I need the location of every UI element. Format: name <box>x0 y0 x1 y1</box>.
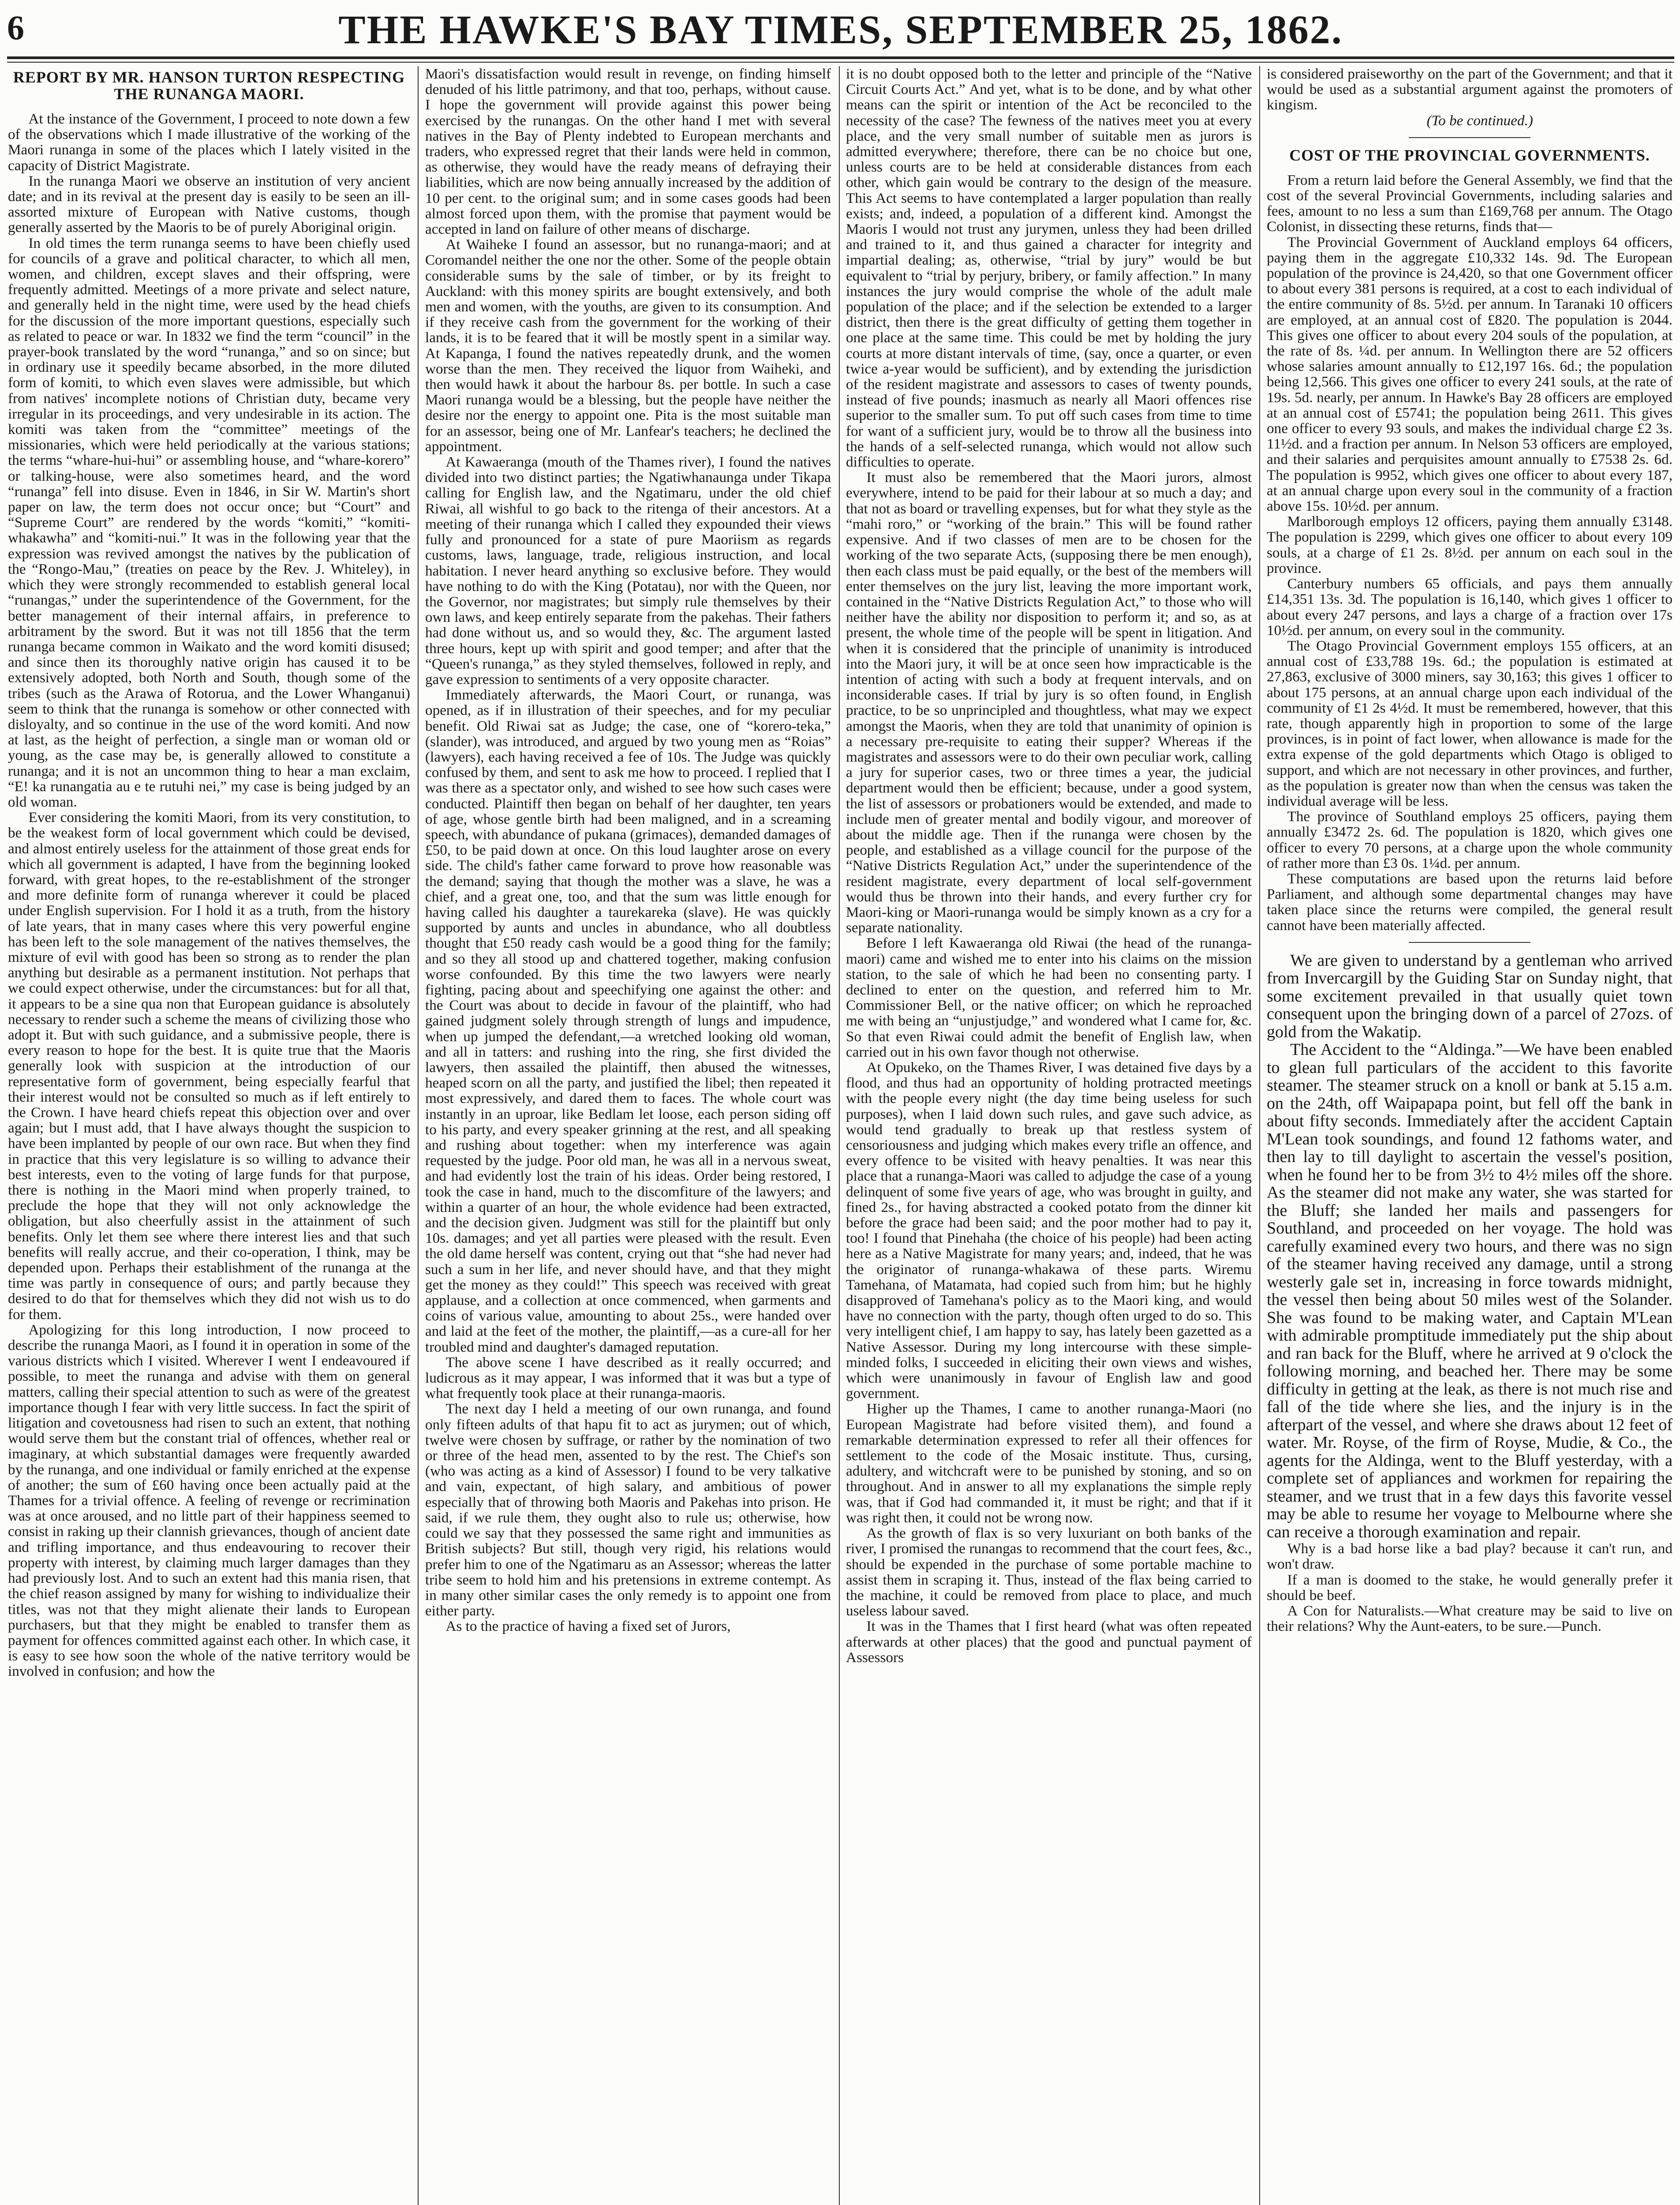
article-paragraph: It must also be remembered that the Maori jurors, almost everywhere, intend to be paid for their labour at so much a day; and that not as board or travelling expenses, but for what they style as the “mahi roro,” or “working of the brain.” This will be found rather expensive. And if two classes of men are to be chosen for the working of the two separate Acts, (supposing there be men enough), then each class must be paid equally, or the best of the members will enter themselves on the jury list, leaving the more important work, contained in the “Native Districts Regulation Act,” to those who will neither have the ability nor disposition to perform it; and so, as at present, the whole time of the people will be spent in litigation. And when it is considered that the principle of unanimity is introduced into the Maori jury, it will be at once seen how impracticable is the intention of acting with such a body at frequent intervals, and on inconsiderable cases. If trial by jury is so often found, in English practice, to be so unprincipled and thoughtless, what may we expect amongst the Maoris, when they are told that unanimity of opinion is a necessary pre-requisite to eating their supper? Whereas if the magistrates and assessors were to do their own peculiar work, calling a jury for superior cases, two or three times a year, the judicial department would then be efficient; because, under a good system, the list of assessors or probationers would be extended, and made to include men of greater mental and bodily vigour, and moreover of about the middle age. Then if the runanga were chosen by the people, and established as a village council for the purpose of the “Native Districts Regulation Act,” under the superintendence of the resident magistrate, every department of local self-government would thus be thrown into their hands, and every further cry for Maori-king or Maori-runanga would be simply known as a cry for a separate nationality. <box>846 469 1252 936</box>
article-paragraph: The Provincial Government of Auckland employs 64 officers, paying them in the aggregate £10,332 14s. 9d. The European population of the province is 24,420, so that one Government officer to about every 381 persons is required, at a cost to each individual of the entire community of 8s. 5½d. per annum. In Taranaki 10 officers are employed, at an annual cost of £820. The population is 2044. This gives one officer to about every 204 souls of the population, at the rate of 8s. ¼d. per annum. In Wellington there are 52 officers whose salaries amount annually to £12,197 16s. 6d.; the population being 12,566. This gives one officer to every 241 souls, at the rate of 19s. 5d. nearly, per annum. In Hawke's Bay 28 officers are employed at an annual cost of £5741; the population being 2611. This gives one officer to every 93 souls, and makes the individual charge £2 3s. 11½d. and a fraction per annum. In Nelson 53 officers are employed, and their salaries and perquisites amount annually to £7538 2s. 6d. The population is 9952, which gives one officer to about every 187, at an annual charge upon every soul in the community of a fraction above 15s. 10½d. per annum. <box>1267 234 1673 515</box>
page-number: 6 <box>7 8 24 47</box>
article-paragraph: At Opukeko, on the Thames River, I was detained five days by a flood, and thus had an opportunity of holding protracted meetings with the people every night (the day time being useless for such purposes), when I laid down such rules, and gave such advice, as would tend gradually to break up that restless system of censoriousness and judging which makes every trifle an offence, and every offence to be visited with heavy penalties. It was near this place that a runanga-Maori was called to adjudge the case of a young delinquent of some five years of age, who was brought in guilty, and fined 2s., for having abstracted a cooked potato from the dinner kit before the grace had been said; and the poor mother had to pay it, too! I found that Pinehaha (the choice of his people) had been acting here as a Native Magistrate for many years; and, indeed, that he was the originator of runanga-whakawa of these parts. Wiremu Tamehana, of Matamata, had copied such from him; but he highly disapproved of Tamehana's policy as to the Maori king, and would have no connection with the party, though often urged to do so. This very intelligent chief, I am happy to say, has lately been gazetted as a Native Assessor. During my long intercourse with these simple-minded folks, I succeeded in eliciting their own views and wishes, which were unanimously in favour of English law and good government. <box>846 1059 1252 1402</box>
article-paragraph: As the growth of flax is so very luxuriant on both banks of the river, I promised the runangas to recommend that the court fees, &c., should be expended in the purchase of some portable machine to assist them in scraping it. Thus, instead of the flax being carried to the machine, it could be removed from place to place, and much useless labour saved. <box>846 1525 1252 1619</box>
masthead <box>7 6 1674 55</box>
article-paragraph: Before I left Kawaeranga old Riwai (the head of the runanga-maori) came and wished me to enter into his claims on the mission station, to the sale of which he had been no consenting party. I declined to enter on the question, and referred him to Mr. Commissioner Bell, or the native officer; on which he reproached me with being an “unjustjudge,” and wondered what I came for, &c. So that even Riwai could admit the benefit of English law, when carried out in his own favor though not otherwise. <box>846 935 1252 1060</box>
section-rule <box>1409 942 1530 943</box>
column-1 <box>8 66 410 2205</box>
article-paragraph: At the instance of the Government, I proceed to note down a few of the observations which I made illustrative of the working of the Maori runanga in some of the places which I lately visited in the capacity of District Magistrate. <box>8 111 410 174</box>
continued-note: (To be continued.) <box>1426 112 1533 129</box>
article-paragraph: Apologizing for this long introduction, I now proceed to describe the runanga Maori, as I found it in operation in some of the various districts which I visited. Wherever I went I endeavoured if possible, to meet the runanga and advise with them on general matters, calling their special attention to such as were of the greatest importance though I fear with very little success. In fact the spirit of litigation and covetousness had risen to such an extent, that nothing would serve them but the constant trial of offences, whether real or imaginary, at which substantial damages were frequently awarded by the runanga, and one individual or family enriched at the expense of another; the sum of £60 having once been actually paid at the Thames for a trivial offence. A feeling of revenge or recrimination was at once aroused, and no little part of their happiness seemed to consist in raking up their clannish grievances, though of ancient date and trifling importance, and thus endeavouring to recover their property with interest, by claiming much larger damages than they had previously lost. And to such an extent had this mania risen, that the chief reason assigned by many for wishing to individualize their titles, was not that they might alienate their lands to European purchasers, but that they might be enabled to transfer them as payment for offences committed against each other. In which case, it is easy to see how soon the whole of the native territory would be involved in confusion; and how the <box>8 1321 410 1680</box>
column-3 <box>846 66 1252 2205</box>
article-paragraph: Canterbury numbers 65 officials, and pays them annually £14,351 13s. 3d. The population is 16,140, which gives 1 officer to about every 247 persons, and lays a charge of a fraction over 17s 10½d. per annum, on every soul in the community. <box>1267 576 1673 639</box>
article-paragraph: As to the practice of having a fixed set of Jurors, <box>445 1618 731 1635</box>
article-paragraph: The above scene I have described as it really occurred; and ludicrous as it may appear, I was informed that it was but a type of what frequently took place at their runanga-maoris. <box>425 1354 831 1402</box>
article-paragraph: It was in the Thames that I first heard (what was often repeated afterwards at other places) that the good and punctual payment of Assessors <box>846 1618 1252 1666</box>
aldinga-paragraph: The Accident to the “Aldinga.”—We have been enabled to glean full particulars of the accident to this favorite steamer. The steamer struck on a knoll or bank at 5.15 a.m. on the 24th, off Waipapapa point, but fell off the bank in about fifty seconds. Immediately after the accident Captain M'Lean took soundings, and found 12 fathoms water, and then lay to till daylight to ascertain the vessel's position, when he found her to be from 3½ to 4½ miles off the shore. As the steamer did not make any water, she was started for the Bluff; she landed her mails and passengers for Southland, and proceeded on her voyage. The hold was carefully examined every two hours, and there was no sign of the steamer having received any damage, until a strong westerly gale set in, increasing in force towards midnight, the vessel then being about 50 miles west of the Solander. She was found to be making water, and Captain M'Lean with admirable promptitude immediately put the ship about and ran back for the Bluff, where he arrived at 9 o'clock the following morning, and beached her. There may be some difficulty in getting at the leak, as there is not much rise and fall of the tide where she lies, and the injury is in the afterpart of the vessel, and where she draws about 12 feet of water. Mr. Royse, of the firm of Royse, Mudie, & Co., the agents for the Aldinga, went to the Bluff yesterday, with a complete set of appliances and workmen for repairing the steamer, and we trust that in a few days this favorite vessel may be able to resume her voyage to Melbourne where she can receive a thorough examination and repair. <box>1267 1040 1673 1541</box>
section-rule <box>1409 137 1530 138</box>
article-paragraph: Immediately afterwards, the Maori Court, or runanga, was opened, as if in illustration of their speeches, and for my peculiar benefit. Old Riwai sat as Judge; the case, one of “korero-teka,” (slander), was introduced, and argued by two young men as “Roias” (lawyers), each having received a fee of 10s. The Judge was quickly confused by them, and sent to ask me how to proceed. I replied that I was there as a spectator only, and wished to see how such cases were conducted. Plaintiff then began on behalf of her daughter, ten years of age, whose gentle birth had been maligned, and in a screaming speech, with abundance of pukana (grimaces), demanded damages of £50, to be paid down at once. On this loud laughter arose on every side. The child's father came forward to prove how reasonable was the demand; saying that though the mother was a slave, he was a chief, and a great one, too, and that the sum was little enough for having called his daughter a taurekareka (slave). He was quickly supported by aunts and uncles in abundance, who all doubtless thought that £50 ready cash would be a good thing for the family; and so they all stood up and chattered together, making confusion worse confounded. By this time the two lawyers were nearly fighting, pacing about and speechifying one against the other: and the Court was about to decide in favour of the plaintiff, who had gained judgment solely through strength of lungs and impudence, when up jumped the defendant,—a wretched looking old woman, and all in tatters: and rushing into the ring, she first divided the lawyers, then assailed the plaintiff, then abused the witnesses, heaped scorn on all the party, and justified the libel; then repeated it most expressively, and dared them to faces. The whole court was instantly in an uproar, like Bedlam let loose, each person siding off to his party, and every speaker grinning at the rest, and all speaking and rushing about together: when my interference was again requested by the judge. Poor old man, he was all in a nervous sweat, and had evidently lost the train of his ideas. Order being restored, I took the case in hand, much to the discomfiture of the lawyers; and within a quarter of an hour, the whole evidence had been extracted, and the decision given. Judgment was still for the plaintiff but only 10s. damages; and yet all parties were pleased with the result. Even the old dame herself was content, crying out that “she had never had such a sum in her life, and never should have, and that they might get the money as they could!” This speech was received with great applause, and a collection at once commenced, when garments and coins of various value, amounting to about 25s., were handed over and laid at the feet of the mother, the plaintiff,—as a cure-all for her troubled mind and daughter's damaged reputation. <box>425 687 831 1355</box>
article-paragraph: These computations are based upon the returns laid before Parliament, and although some departmental changes may have taken place since the returns were compiled, the general result cannot have been materially affected. <box>1267 870 1673 934</box>
provincial-headline: COST OF THE PROVINCIAL GOVERNMENTS. <box>1289 146 1650 164</box>
article-paragraph: it is no doubt opposed both to the letter and principle of the “Native Circuit Courts Act.” And yet, what is to be done, and by what other means can the spirit or intention of the Act be reconciled to the necessity of the case? The fewness of the natives meet you at every place, and the very small number of suitable men as jurors is admitted everywhere; therefore, there can be no choice but one, unless courts are to be held at considerable distances from each other, which gain would be contrary to the design of the measure. This Act seems to have contemplated a larger population than really exists; and, indeed, a population of a different kind. Amongst the Maoris I would not trust any jurymen, unless they had been drilled and trained to it, and thus gained a character for integrity and impartial dealing; as, otherwise, “trial by jury” would be but equivalent to “trial by perjury, bribery, or family affection.” In many instances the jury would comprise the whole of the adult male population of the place; and if the selection be extended to a larger district, then there is the great difficulty of getting them together in one place at the same time. This could be met by holding the jury courts at more distant intervals of time, (say, once a quarter, or even twice a-year would be sufficient), and by extending the jurisdiction of the resident magistrate and assessors to cases of twenty pounds, instead of five pounds; inasmuch as nearly all Maori offences rise superior to the smaller sum. To put off such cases from time to time for want of a sufficient jury, would be to throw all the business into the hands of a self-selected runanga, which would not allow such difficulties to operate. <box>846 66 1252 471</box>
column-divider <box>839 66 840 2205</box>
article-paragraph: The province of Southland employs 25 officers, paying them annually £3472 2s. 6d. The population is 1820, which gives one officer to every 70 persons, at a charge upon the whole community of rather more than £3 0s. 1¼d. per annum. <box>1267 808 1673 871</box>
masthead-title: THE HAWKE'S BAY TIMES, SEPTEMBER 25, 1862. <box>338 7 1343 52</box>
article-paragraph: Marlborough employs 12 officers, paying them annually £3148. The population is 2299, which gives one officer to about every 109 souls, at a charge of £1 2s. 8½d. per annum on each soul in the province. <box>1267 513 1673 576</box>
article-paragraph: The next day I held a meeting of our own runanga, and found only fifteen adults of that hapu fit to act as jurymen; out of which, twelve were chosen by suffrage, or rather by the nomination of two or three of the head men, assented to by the rest. The Chief's son (who was acting as a kind of Assessor) I found to be very talkative and vain, expectant, of high salary, and ambitious of power especially that of throwing both Maoris and Pakehas into prison. He said, if we rule them, they ought also to rule us; otherwise, how could we say that they possessed the same right and immunities as British subjects? But still, though very rigid, his relations would prefer him to one of the Ngatimaru as an Assessor; whereas the latter tribe seem to hold him and his pretensions in extreme contempt. As in many other similar cases the only remedy is to appoint one from either party. <box>425 1401 831 1619</box>
article-paragraph: In the runanga Maori we observe an institution of very ancient date; and in its revival at the present day is easily to be seen an ill-assorted mixture of European with Native customs, though generally asserted by the Maoris to be of purely Aboriginal origin. <box>8 172 410 236</box>
article-paragraph: At Waiheke I found an assessor, but no runanga-maori; and at Coromandel neither the one nor the other. Some of the people obtain considerable sums by the sale of timber, or by its freight to Auckland: with this money spirits are bought extensively, and both men and women, with the youths, are given to its consumption. And if they receive cash from the government for the working of their lands, it is to be feared that it will be mostly spent in a similar way. At Kapanga, I found the natives repeatedly drunk, and the women worse than the men. They received the liquor from Waiheki, and then would hawk it about the harbour 8s. per bottle. In such a case Maori runanga would be a blessing, but the people have neither the desire nor the energy to appoint one. Pita is the most suitable man for an assessor, being one of Mr. Lanfear's teachers; he declined the appointment. <box>425 236 831 455</box>
article-paragraph: At Kawaeranga (mouth of the Thames river), I found the natives divided into two distinct parties; the Ngatiwhanaunga under Tikapa calling for English law, and the Ngatimaru, under the old chief Riwai, all wishful to go back to the ritenga of their ancestors. At a meeting of their runanga which I called they expounded their views fully and pronounced for a state of pure Maoriism as regards customs, laws, language, trade, religious instruction, and local habitation. I never heard anything so exclusive before. They would have nothing to do with the King (Potatau), nor with the Queen, nor the Governor, nor magistrates; but simply rule themselves by their own laws, and keep entirely separate from the pakehas. Their fathers had done without us, and so would they, &c. The argument lasted three hours, kept up with spirit and good temper; and after that the “Queen's runanga,” as they styled themselves, followed in reply, and gave expression to sentiments of a very opposite character. <box>425 454 831 688</box>
article-paragraph: Higher up the Thames, I came to another runanga-Maori (no European Magistrate had before visited them), and found a remarkable determination expressed to refer all their offences for settlement to the code of the Mosaic institute. Thus, cursing, adultery, and witchcraft were to be punished by stoning, and so on throughout. And in answer to all my explanations the simple reply was, that if God had commanded it, it must be right; and that if it was right then, it could not be wrong now. <box>846 1401 1252 1526</box>
joke-paragraph: If a man is doomed to the stake, he would generally prefer it should be beef. <box>1267 1571 1673 1603</box>
gold-news-paragraph: We are given to understand by a gentleman who arrived from Invercargill by the Guiding Star on Sunday night, that some excitement prevailed in that usually quiet town consequent upon the bringing down of a parcel of 27ozs. of gold from the Wakatip. <box>1267 951 1673 1041</box>
joke-paragraph: Why is a bad horse like a bad play? because it can't run, and won't draw. <box>1267 1540 1673 1573</box>
runanga-headline: REPORT BY MR. HANSON TURTON RESPECTING THE RUNANGA MAORI. <box>13 68 405 103</box>
article-paragraph: In old times the term runanga seems to have been chiefly used for councils of a grave and political character, to which all men, women, and children, except slaves and their offspring, were frequently admitted. Meetings of a more private and select nature, and generally held in the night time, were used by the head chiefs for the discussion of the more important questions, especially such as related to peace or war. In 1832 we find the term “council” in the prayer-book translated by the word “runanga,” and so on since; but in ordinary use it speedily became absorbed, in the more diluted form of komiti, to which even slaves were admissible, but which from natives' incomplete notions of Christian duty, became very irregular in its proceedings, and very undesirable in its action. The komiti was taken from the “committee” meetings of the missionaries, which were held periodically at the various stations; the terms “whare-hui-hui” or assembling house, and “whare-korero” or talking-house, were also sometimes heard, and the word “runanga” fell into disuse. Even in 1846, in Sir W. Martin's short paper on law, the term does not occur once; but “Court” and “Supreme Court” are rendered by the words “komiti,” “komiti-whakawha” and “komiti-nui.” It was in the following year that the expression was revived amongst the natives by the publication of the “Rongo-Mau,” (treaties on peace by the Rev. J. Whiteley), in which they were strongly recommended to establish general local “runangas,” under the superintendence of the Government, for the better management of their internal affairs, in preference to arbitrament by the sword. But it was not till 1856 that the term runanga became common in Waikato and the word komiti disused; and since then its thoroughly native origin has caused it to be extensively adopted, both North and South, though some of the tribes (such as the Arawa of Rotorua, and the Lower Whanganui) seem to think that the runanga is somehow or other connected with disloyalty, and so continue in the use of the word komiti. And now at last, as the height of perfection, a single man or woman old or young, as the case may be, is generally allowed to constitute a runanga; and it is not an uncommon thing to hear a man exclaim, “E! ka runangatia au e te rutuhi nei,” my case is being judged by an old woman. <box>8 235 410 810</box>
article-paragraph: From a return laid before the General Assembly, we find that the cost of the several Provincial Governments, including salaries and fees, amount to no less a sum than £169,768 per annum. The Otago Colonist, in dissecting these returns, finds that— <box>1267 172 1673 235</box>
article-paragraph: Maori's dissatisfaction would result in revenge, on finding himself denuded of his little patrimony, and that too, perhaps, without cause. I hope the government will provide against this power being exercised by the runangas. On the other hand I met with several natives in the Bay of Plenty indebted to European merchants and traders, who expressed regret that their lands were held in common, as otherwise, they would have the ready means of defraying their liabilities, which are now being annually increased by the addition of 10 per cent. to the original sum; and in some cases goods had been almost forced upon them, with the promise that payment would be accepted in land on failure of other means of discharge. <box>425 66 831 238</box>
masthead-rule-thin <box>7 62 1674 63</box>
column-4 <box>1267 66 1673 2205</box>
joke-paragraph: A Con for Naturalists.—What creature may be said to live on their relations? Why the Aunt-eaters, to be sure.—Punch. <box>1267 1603 1673 1635</box>
article-paragraph: The Otago Provincial Government employs 155 officers, at an annual cost of £33,788 19s. 6d.; the population is estimated at 27,863, exclusive of 3000 miners, say 30,163; this gives 1 officer to about 175 persons, at an annual charge upon each individual of the community of £1 2s 4½d. It must be remembered, however, that this rate, though apparently high in proportion to some of the large provinces, is in point of fact lower, when allowance is made for the extra expense of the gold departments which Otago is obliged to support, and which are not necessary in other provinces, and further, as the population is greater now than when the census was taken the individual average will be less. <box>1267 637 1673 809</box>
column-divider <box>1259 66 1260 2205</box>
masthead-rule <box>7 56 1674 59</box>
column-divider <box>418 66 419 2205</box>
column-2 <box>425 66 831 2205</box>
article-paragraph: Ever considering the komiti Maori, from its very constitution, to be the weakest form of local government which could be devised, and almost entirely useless for the attainment of those great ends for which all government is adapted, I have from the beginning looked forward, with great hopes, to the re-establishment of the stronger and more definite form of runanga wherever it could be placed under English supervision. For I hold it as a truth, from the history of late years, that in many cases where this very powerful engine has been left to the sole management of the natives themselves, the mixture of evil with good has been so strong as to render the plan anything but desirable as a permanent institution. Not perhaps that we could expect otherwise, under the circumstances: but for all that, it appears to be a sine qua non that European guidance is absolutely necessary to render such a scheme the means of civilizing those who adopt it. But with such guidance, and a submissive people, there is every reason to hope for the best. It is quite true that the Maoris generally look with suspicion at the introduction of our representative form of government, being especially fearful that their interest would not be consulted so much as if left entirely to the Crown. I have heard chiefs repeat this objection over and over again; but I must add, that I have always thought the suspicion to have been implanted by people of our own race. But when they find in practice that this very legislature is so willing to advance their best interests, even to the voting of large funds for that purpose, there is nothing in the Maori mind when properly trained, to preclude the hope that they will not only acknowledge the obligation, but also cheerfully assist in the attainment of such benefits. Only let them see where there interest lies and that such benefits will really accrue, and their co-operation, I think, may be depended upon. Perhaps their establishment of the runanga at the time was partly in consequence of ours; and partly because they desired to do that for themselves which they did not wish us to do for them. <box>8 809 410 1323</box>
article-paragraph: is considered praiseworthy on the part of the Government; and that it would be used as a substantial argument against the promoters of kingism. <box>1267 66 1673 113</box>
